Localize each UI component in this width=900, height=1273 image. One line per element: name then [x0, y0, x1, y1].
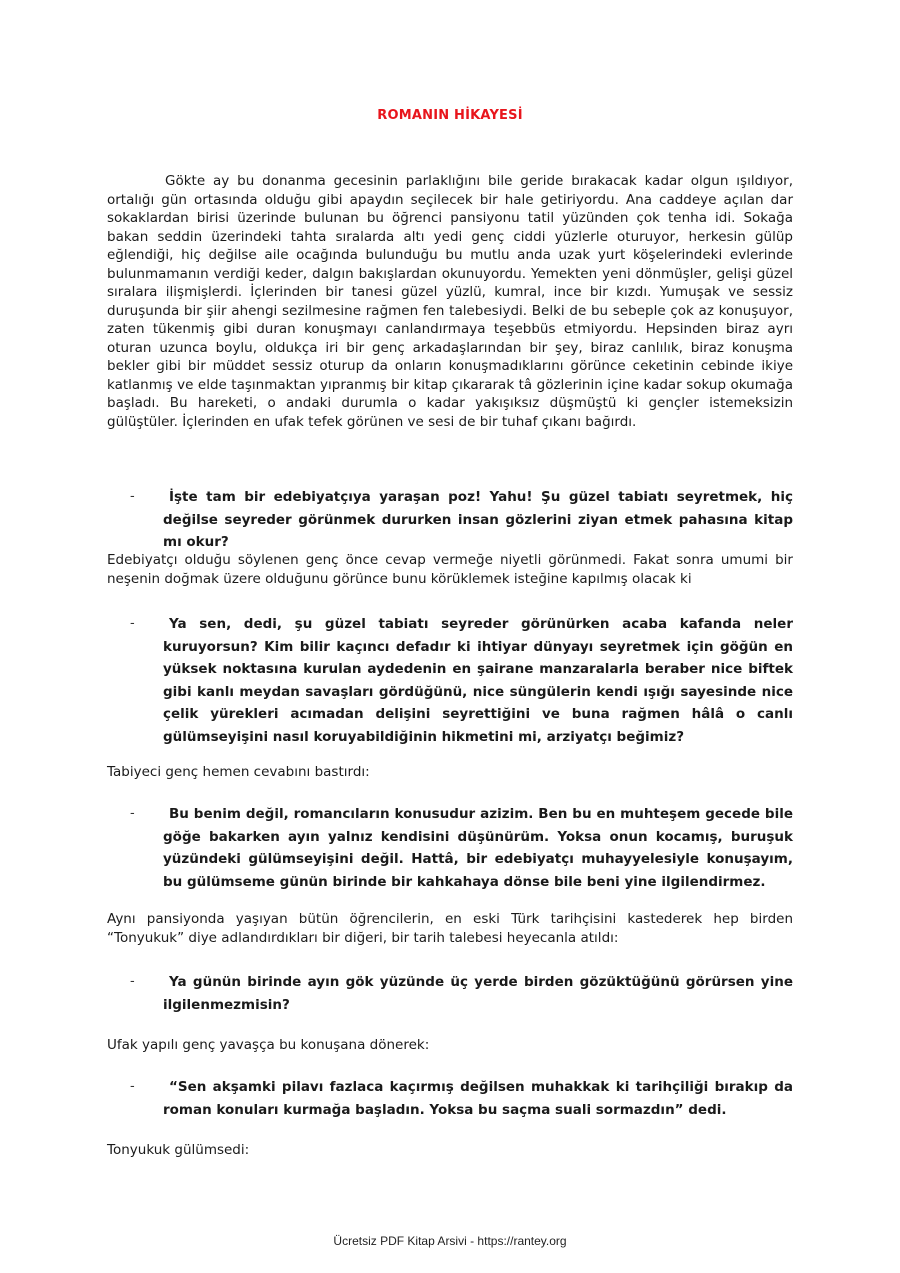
paragraph-narration: Edebiyatçı olduğu söylenen genç önce cevap vermeğe niyetli görünmedi. Fakat sonra umumi bir neşenin doğmak üzere olduğunu görünce bunu körüklemek isteğine kapılmış olacak ki — [107, 552, 793, 587]
page-footer: Ücretsiz PDF Kitap Arsivi - https://rantey.org — [333, 1234, 567, 1248]
paragraph-narration: Tonyukuk gülümsedi: — [107, 1142, 250, 1158]
dialogue-text: Bu benim değil, romancıların konusudur azizim. Ben bu en muhteşem gecede bile göğe bakarken ayın yalnız kendisini düşünürüm. Yoksa onun kocamış, buruşuk yüzündeki gülümseyişini değil. Hattâ, bir edebiyatçı muhayyelesiyle konuşayım, bu gülümseme günün birinde bir kahkahaya dönse bile beni yine ilgilendirmez. — [163, 806, 793, 890]
paragraph-narration: Tabiyeci genç hemen cevabını bastırdı: — [107, 764, 370, 780]
dialogue-quote — [130, 613, 793, 748]
paragraph-narration: Aynı pansiyonda yaşıyan bütün öğrencilerin, en eski Türk tarihçisini kastederek hep birden “Tonyukuk” diye adlandırdıkları bir diğeri, bir tarih talebesi heyecanla atıldı: — [107, 911, 793, 946]
dialogue-text: Ya sen, dedi, şu güzel tabiatı seyreder görünürken acaba kafanda neler kuruyorsun? Kim bilir kaçıncı defadır ki ihtiyar dünyayı seyretmek için göğün en yüksek noktasına kurulan aydedenin en şairane manzaralarla beraber nice biftek gibi kanlı meydan savaşları gördüğünü, nice süngülerin kendi ışığı sayesinde nice çelik yürekleri acımadan delişini seyrettiğini ve buna rağmen hâlâ o canlı gülümseyişini nasıl koruyabildiğinin hikmetini mi, arziyatçı beğimiz? — [163, 616, 793, 745]
dialogue-text: Ya günün birinde ayın gök yüzünde üç yerde birden gözüktüğünü görürsen yine ilgilenmezmisin? — [163, 974, 793, 1013]
dialogue-dash: - — [130, 806, 135, 821]
paragraph-opening: Gökte ay bu donanma gecesinin parlaklığını bile geride bırakacak kadar olgun ışıldıyor, ortalığı gün ortasında olduğu gibi apaydın seçilecek bir hale getiriyordu. Ana caddeye açılan dar sokaklardan birisi üzerinde bulunan bu öğrenci pansiyonu tatil yüzünden çok tenha idi. Sokağa bakan seddin üzerindeki tahta sıralarda altı yedi genç ciddi yüzlerle oturuyor, herkesin gülüp eğlendiği, hiç değilse aile ocağında bulunduğu bu mutlu anda uzak yurt köşelerindeki evlerinde bulunmamanın verdiği keder, dalgın bakışlardan okunuyordu. Yemekten yeni dönmüşler, gelişi güzel sıralara ilişmişlerdi. İçlerinden bir tanesi güzel yüzlü, kumral, ince bir kızdı. Yumuşak ve sessiz duruşunda bir şiir ahengi sezilmesine rağmen fen talebesiydi. Belki de bu sebeple çok az konuşuyor, zaten tükenmiş gibi duran konuşmayı canlandırmaya teşebbüs etmiyordu. Hepsinden biraz ayrı oturan uzunca boylu, oldukça iri bir genç arkadaşlarından bir şey, biraz canlılık, biraz konuşma bekler gibi bir müddet sessiz oturup da onların konuşmadıklarını görünce ceketinin cebinde ikiye katlanmış ve elde taşınmaktan yıpranmış bir kitap çıkararak tâ gözlerinin içine kadar sokup okumağa başladı. Bu hareketi, o andaki durumla o kadar yakışıksız düşmüştü ki gençler istemeksizin gülüştüler. İçlerinden en ufak tefek görünen ve sesi de bir tuhaf çıkanı bağırdı. — [107, 173, 793, 430]
dialogue-quote — [130, 486, 793, 554]
dialogue-quote — [130, 803, 793, 893]
dialogue-dash: - — [130, 974, 135, 989]
dialogue-dash: - — [130, 489, 135, 504]
paragraph-narration: Ufak yapılı genç yavaşça bu konuşana dönerek: — [107, 1037, 430, 1053]
dialogue-quote — [130, 971, 793, 1016]
dialogue-dash: - — [130, 616, 135, 631]
dialogue-text: İşte tam bir edebiyatçıya yaraşan poz! Yahu! Şu güzel tabiatı seyretmek, hiç değilse seyreder görünmek dururken insan gözlerini ziyan etmek pahasına kitap mı okur? — [163, 489, 793, 550]
document-title: ROMANIN HİKAYESİ — [377, 108, 523, 123]
dialogue-quote — [130, 1076, 793, 1121]
dialogue-dash: - — [130, 1079, 135, 1094]
dialogue-text: “Sen akşamki pilavı fazlaca kaçırmış değilsen muhakkak ki tarihçiliği bırakıp da roman konuları kurmağa başladın. Yoksa bu saçma suali sormazdın” dedi. — [163, 1079, 793, 1118]
